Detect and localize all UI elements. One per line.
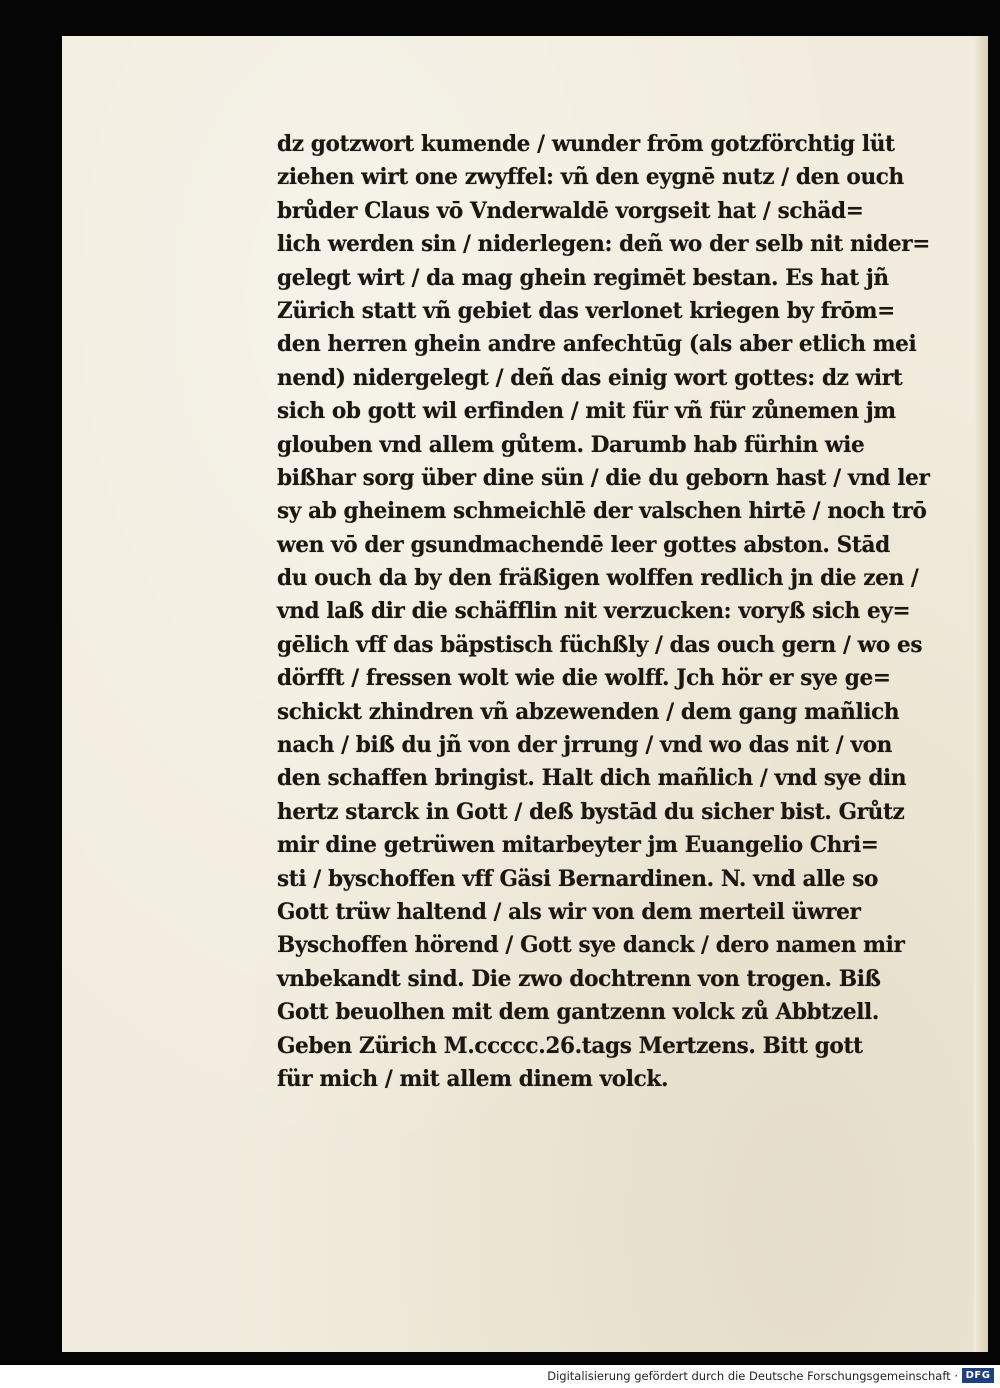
text-line: nend) nidergelegt / deñ das einig wort gottes: dz wirt xyxy=(277,364,903,391)
text-line: den herren ghein andre anfechtūg (als aber etlich mei xyxy=(277,331,917,358)
text-line: glouben vnd allem gůtem. Darumb hab fürhin wie xyxy=(277,431,865,458)
text-line: wen vō der gsundmachendē leer gottes abston. Stād xyxy=(277,531,890,558)
text-line: für mich / mit allem dinem volck. xyxy=(277,1065,669,1092)
text-line: gēlich vff das bäpstisch füchßly / das ouch gern / wo es xyxy=(277,631,923,658)
text-line: bißhar sorg über dine sün / die du geborn hast / vnd ler xyxy=(277,464,930,491)
text-line: hertz starck in Gott / deß bystād du sicher bist. Grůtz xyxy=(277,798,905,825)
text-line: dz gotzwort kumende / wunder frōm gotzförchtig lüt xyxy=(277,131,895,157)
footer-bar xyxy=(0,1365,1000,1388)
text-line: Gott trüw haltend / als wir von dem merteil üwrer xyxy=(277,898,861,925)
text-line: sti / byschoffen vff Gäsi Bernardinen. N. vnd alle so xyxy=(277,865,879,892)
text-block xyxy=(277,128,997,1096)
text-line: vnbekandt sind. Die zwo dochtrenn von trogen. Biß xyxy=(277,965,881,992)
text-line: Zürich statt vñ gebiet das verlonet kriegen by frōm= xyxy=(277,297,895,324)
book-page xyxy=(62,36,988,1352)
text-line: Gott beuolhen mit dem gantzenn volck zů Abbtzell. xyxy=(277,999,880,1026)
text-line: vnd laß dir die schäfflin nit verzucken: vorуß sich ey= xyxy=(277,598,911,625)
text-line: nach / biß du jñ von der jrrung / vnd wo das nit / von xyxy=(277,732,892,759)
text-line: brůder Claus vō Vnderwaldē vorgseit hat / schäd= xyxy=(277,197,864,224)
text-line: Byschoffen hörend / Gott sye danck / dero namen mir xyxy=(277,932,905,959)
text-line: mir dine getrüwen mitarbeyter jm Euangelio Chri= xyxy=(277,832,879,859)
text-line: sich ob gott wil erfinden / mit für vñ für zůnemen jm xyxy=(277,398,896,425)
text-line: dörfft / fressen wolt wie die wolff. Jch hör er sye ge= xyxy=(277,665,891,692)
text-line: schickt zhindren vñ abzewenden / dem gang mañlich xyxy=(277,698,900,725)
dfg-logo: DFG xyxy=(962,1368,994,1383)
text-line: Geben Zürich M.ccccc.26.tags Mertzens. Bitt gott xyxy=(277,1032,863,1059)
text-line: gelegt wirt / da mag ghein regimēt bestan. Es hat jñ xyxy=(277,264,889,291)
funding-credit: Digitalisierung gefördert durch die Deutsche Forschungsgemeinschaft · xyxy=(547,1369,958,1383)
text-line: du ouch da by den fräßigen wolffen redlich jn die zen / xyxy=(277,565,919,592)
text-line: sy ab gheinem schmeichlē der valschen hirtē / noch trō xyxy=(277,498,927,525)
text-line: ziehen wirt one zwyffel: vñ den eygnē nutz / den ouch xyxy=(277,164,904,191)
text-line: lich werden sin / niderlegen: deñ wo der selb nit nider= xyxy=(277,231,930,258)
text-line: den schaffen bringist. Halt dich mañlich / vnd sye din xyxy=(277,765,907,792)
